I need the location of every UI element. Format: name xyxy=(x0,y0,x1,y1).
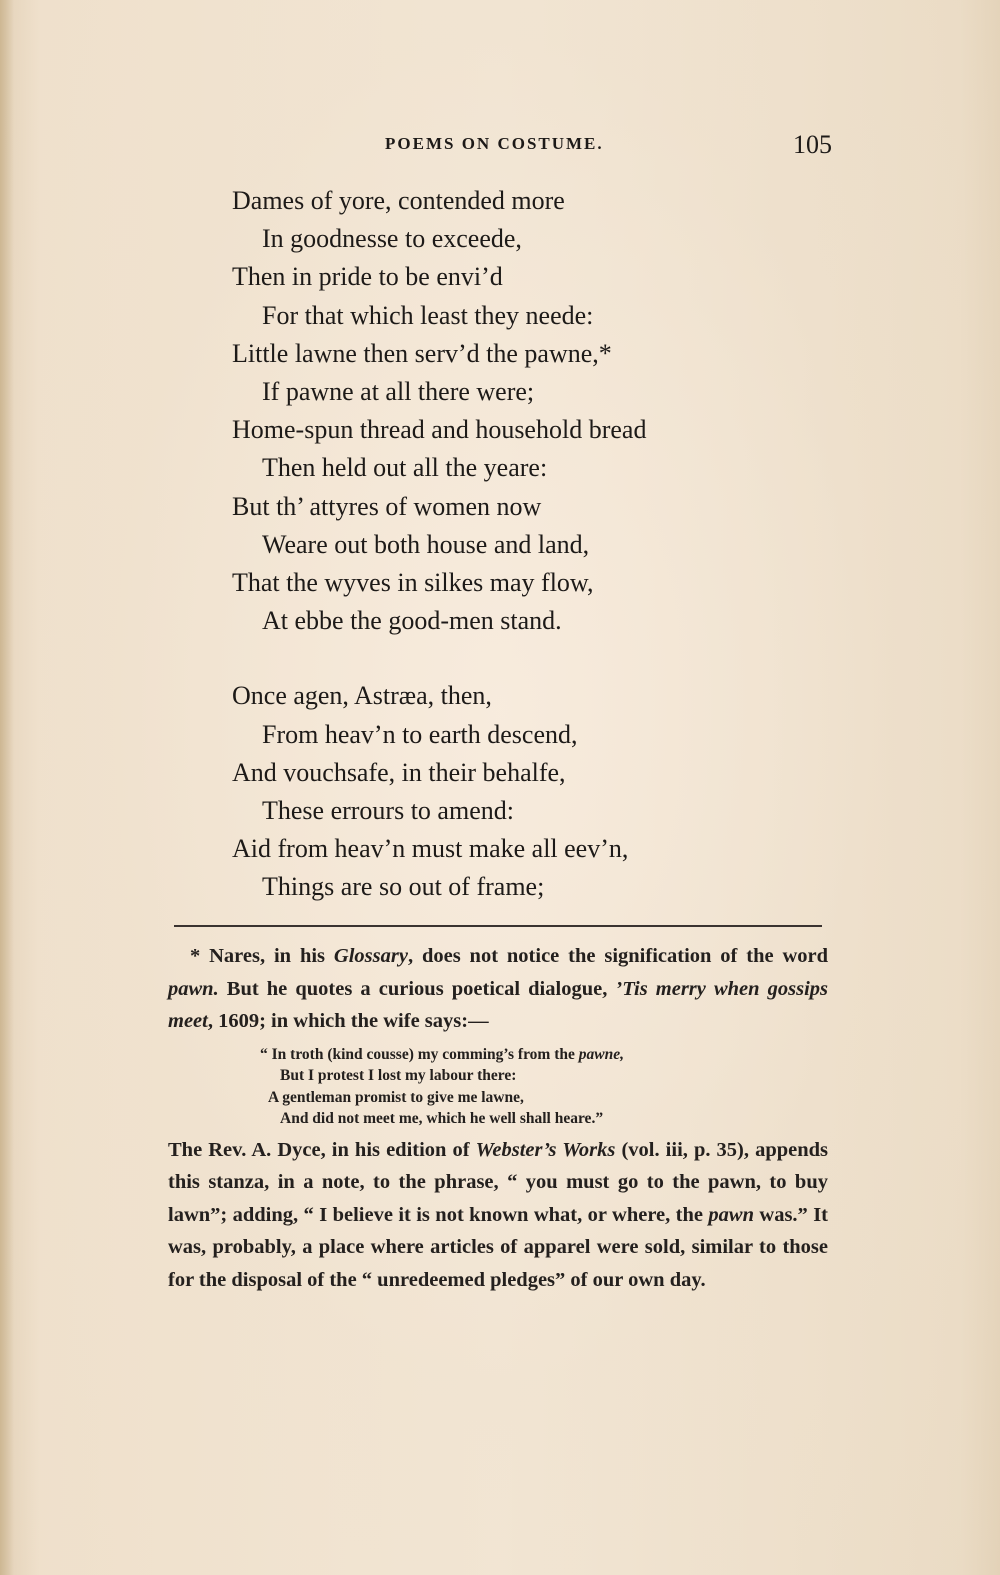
poem-line: Home-spun thread and household bread xyxy=(232,415,647,445)
quote-line: But I protest I lost my labour there: xyxy=(280,1067,517,1084)
footnote-italic-title: ’Tis merry when gossips meet xyxy=(168,977,828,1032)
quote-line: And did not meet me, which he well shall heare.” xyxy=(280,1110,604,1127)
poem-line: Little lawne then serv’d the pawne,* xyxy=(232,338,612,368)
quote-italic-pawne: pawne, xyxy=(578,1045,624,1063)
footnote-quote xyxy=(260,1044,828,1130)
footnote-text: (vol. iii, p. 35), appends this stanza, in a note, to the phrase, “ you must go to the pawn, to buy lawn”; adding, “ I believe it is not known what, or where, the xyxy=(168,1138,828,1226)
footnote-divider xyxy=(174,925,822,927)
page-binding-edge xyxy=(0,0,14,1575)
footnote-italic-works: Webster’s Works xyxy=(475,1138,616,1161)
stanza-gap xyxy=(232,640,792,677)
page-header xyxy=(170,130,832,160)
quote-text: “ In troth (kind cousse) my comming’s from the xyxy=(260,1045,579,1063)
poem-line: Aid from heav’n must make all eev’n, xyxy=(232,834,629,864)
poem-line: Then held out all the yeare: xyxy=(262,453,548,483)
footnote-text: , 1609; in which the wife says:— xyxy=(207,1010,489,1032)
running-title: POEMS ON COSTUME. xyxy=(385,134,604,153)
poem-line: If pawne at all there were; xyxy=(262,377,535,407)
footnote-italic-glossary: Glossary xyxy=(333,945,408,967)
poem-line: That the wyves in silkes may flow, xyxy=(232,568,594,598)
poem-line: Things are so out of frame; xyxy=(262,872,545,902)
stanza-1 xyxy=(232,182,792,640)
footnote-paragraph-2 xyxy=(168,1134,828,1297)
poem-line: These errours to amend: xyxy=(262,796,514,826)
footnote-italic-pawn: pawn. xyxy=(168,977,219,1000)
footnote xyxy=(168,940,828,1296)
poem-line: Then in pride to be envi’d xyxy=(232,262,503,292)
poem-line: For that which least they neede: xyxy=(262,300,594,330)
footnote-italic-pawn-2: pawn xyxy=(708,1203,754,1226)
quote-line xyxy=(260,1044,828,1066)
poem-line: At ebbe the good-men stand. xyxy=(262,606,562,636)
poem-line: But th’ attyres of women now xyxy=(232,491,542,521)
poem-line: Dames of yore, contended more xyxy=(232,186,565,215)
poem xyxy=(232,182,792,907)
quote-line: A gentleman promist to give me lawne, xyxy=(268,1088,524,1106)
poem-line: Once agen, Astræa, then, xyxy=(232,681,492,711)
poem-line: And vouchsafe, in their behalfe, xyxy=(232,757,566,787)
footnote-paragraph-1 xyxy=(168,940,828,1038)
footnote-text: * Nares, in his xyxy=(190,945,334,967)
footnote-text: , does not notice the signification of the word xyxy=(407,945,828,967)
footnote-text: The Rev. A. Dyce, in his edition of xyxy=(168,1138,476,1161)
stanza-2 xyxy=(232,677,792,906)
poem-line: From heav’n to earth descend, xyxy=(262,719,578,749)
footnote-text: was.” It was, probably, a place where articles of apparel were sold, similar to those for the disposal of the “ unredeemed pledges” of our own day. xyxy=(168,1203,828,1291)
poem-line: Weare out both house and land, xyxy=(262,529,590,559)
page-number: 105 xyxy=(793,130,832,159)
poem-line: In goodnesse to exceede, xyxy=(262,224,522,254)
footnote-text: But he quotes a curious poetical dialogue, xyxy=(218,977,616,1000)
